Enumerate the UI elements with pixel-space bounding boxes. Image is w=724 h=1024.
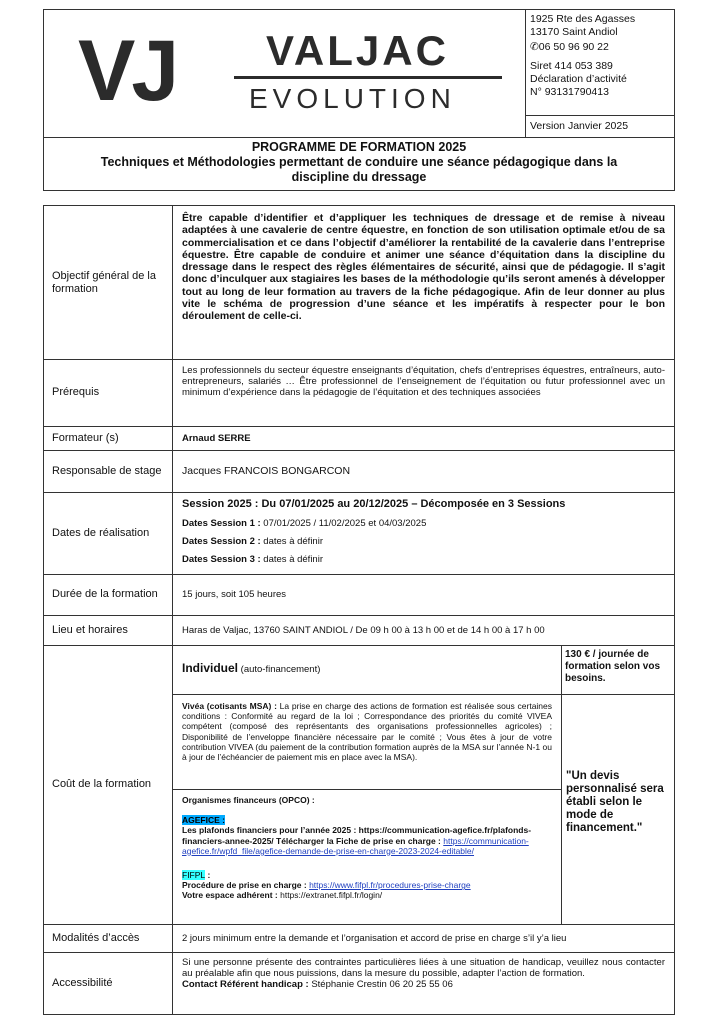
label-prerequis: Prérequis <box>44 359 173 426</box>
label-cout: Coût de la formation <box>44 645 173 924</box>
label-objectif: Objectif général de la formation <box>44 206 173 359</box>
phone-number: ✆06 50 96 90 22 <box>530 41 609 53</box>
row-formateur <box>44 426 674 451</box>
session-1: Dates Session 1 : 07/01/2025 / 11/02/2025 et 04/03/2025 <box>182 518 427 529</box>
cout-opco <box>173 790 562 924</box>
logo-subtitle: EVOLUTION <box>249 83 456 114</box>
fifpl-block: FIFPL : Procédure de prise en charge : https://www.fifpl.fr/procedures-prise-charge Votre espace adhérent : https://extranet.fifpl.fr/login/ <box>182 870 471 901</box>
accessibilite-text: Si une personne présente des contraintes particulières liées à une situation de handicap, veuillez nous contacter au préalable afin que nous puissions, dans la mesure du possible, adapter l’action de formation. <box>182 957 665 979</box>
session-2: Dates Session 2 : dates à définir <box>182 536 323 547</box>
declaration: Déclaration d’activité <box>530 73 627 85</box>
agefice-link[interactable]: https://communication-agefice.fr/wpfd_file/agefice-demande-de-prise-en-charge-2023-2024-editable/ <box>182 835 529 856</box>
cout-vivea: Vivéa (cotisants MSA) : La prise en charge des actions de formation est réalisée sous certaines conditions : Conformité au regard de la loi ; Correspondance des priorités du comité VIVEA compétent (composé des représentants des organisations professionnelles agricoles) ; Disponibilité de l’enveloppe financière nécessaire par le comité ; Vous êtes à jour de votre contribution VIVEA (du paiement de la contribution formation auprès de la MSA sur l’année N-1 ou à jour de l’échéancier de paiement mis en place avec la MSA). <box>173 695 562 790</box>
accessibilite-contact: Contact Référent handicap : Stéphanie Crestin 06 20 25 55 06 <box>182 979 453 990</box>
value-responsable: Jacques FRANCOIS BONGARCON <box>182 464 351 477</box>
program-title: PROGRAMME DE FORMATION 2025 <box>251 140 467 154</box>
value-formateur: Arnaud SERRE <box>182 432 251 444</box>
label-accessibilite: Accessibilité <box>44 952 173 1014</box>
program-subtitle: Techniques et Méthodologies permettant de conduire une séance pédagogique dans la discipline du dressage <box>100 155 618 184</box>
session-3: Dates Session 3 : dates à définir <box>182 554 323 565</box>
opco-title: Organismes financeurs (OPCO) : <box>182 795 315 805</box>
row-objectif <box>44 206 674 360</box>
row-dates <box>44 492 674 575</box>
cout-individuel: Individuel (auto-financement) <box>173 645 562 695</box>
logo-name: VALJAC <box>266 27 449 74</box>
value-modalites: 2 jours minimum entre la demande et l’organisation et accord de prise en charge s’il y’a lieu <box>182 932 567 944</box>
row-cout <box>44 645 674 925</box>
value-prerequis: Les professionnels du secteur équestre enseignants d’équitation, chefs d’entreprises équestres, entraîneurs, auto-entrepreneurs, salariés … Être professionnel de l’enseignement de l’équitation ou futur professionnel avec un minimum d’expérience dans la pédagogie de l’équitation et des techniques associées <box>182 365 665 398</box>
logo-mark: VJ <box>78 23 176 119</box>
version: Version Janvier 2025 <box>526 115 674 137</box>
fifpl-link[interactable]: https://www.fifpl.fr/procedures-prise-charge <box>309 880 471 891</box>
fifpl-espace-url: https://extranet.fifpl.fr/login/ <box>280 890 383 901</box>
row-responsable <box>44 450 674 493</box>
label-dates: Dates de réalisation <box>44 492 173 574</box>
row-modalites <box>44 924 674 953</box>
value-objectif: Être capable d’identifier et d’appliquer les techniques de dressage et de remise à niveau adaptées à une cavalerie de centre équestre, en fonction de son utilisation optimale et/ou de sa commercialisation et ce dans l’objectif d’améliorer la rentabilité de la cavalerie dans l’entreprise équestre. Être capable de conduire et animer une séance d’équitation dans la discipline du dressage dans le respect des règles élémentaires de sécurité, ainsi que de pédagogie. Il s’agit donc d’inculquer aux stagiaires les bases de la méthodologie qu’ils seront amenés à développer tout au long de leur formation au travers de la fiche pédagogique. Afin de leur donner au plus vite le schéma de progression d’une séance et les impératifs à respecter pour le bon déroulement de celle-ci. <box>182 212 665 323</box>
value-dates <box>173 492 674 574</box>
logo-divider <box>234 76 502 79</box>
logo-area <box>44 10 526 137</box>
fifpl-tag: FIFPL <box>182 870 206 881</box>
value-duree: 15 jours, soit 105 heures <box>182 589 287 600</box>
cout-tarif: 130 € / journée de formation selon vos besoins. <box>562 645 674 695</box>
address-line2: 13170 Saint Andiol <box>530 26 618 38</box>
address-line1: 1925 Rte des Agasses <box>530 13 636 25</box>
siret: Siret 414 053 389 <box>530 60 613 72</box>
row-prerequis <box>44 359 674 427</box>
program-title-block <box>44 137 674 190</box>
session-title: Session 2025 : Du 07/01/2025 au 20/12/2025 – Décomposée en 3 Sessions <box>182 498 566 510</box>
label-duree: Durée de la formation <box>44 574 173 615</box>
agefice-tag: AGEFICE : <box>182 815 225 826</box>
label-modalites: Modalités d’accès <box>44 924 173 952</box>
row-accessibilite <box>44 952 674 1014</box>
program-table <box>43 205 675 1015</box>
document-header <box>43 9 675 191</box>
label-lieu: Lieu et horaires <box>44 615 173 645</box>
cout-devis: "Un devis personnalisé sera établi selon le mode de financement." <box>566 770 664 834</box>
label-formateur: Formateur (s) <box>44 426 173 450</box>
company-address <box>526 10 674 115</box>
row-lieu <box>44 615 674 646</box>
declaration-number: N° 93131790413 <box>530 86 609 98</box>
value-lieu: Haras de Valjac, 13760 SAINT ANDIOL / De 09 h 00 à 13 h 00 et de 14 h 00 à 17 h 00 <box>182 624 545 636</box>
label-responsable: Responsable de stage <box>44 450 173 492</box>
agefice-block: AGEFICE : Les plafonds financiers pour l’année 2025 : https://communication-agefice.fr/plafonds-financiers-annee-2025/ Télécharger la Fiche de prise en charge : https://communication-agefice.fr/wpfd_file/agefice-demande-de-prise-en-charge-2023-2024-editable/ <box>182 815 532 856</box>
value-accessibilite <box>173 952 674 1014</box>
row-duree <box>44 574 674 616</box>
